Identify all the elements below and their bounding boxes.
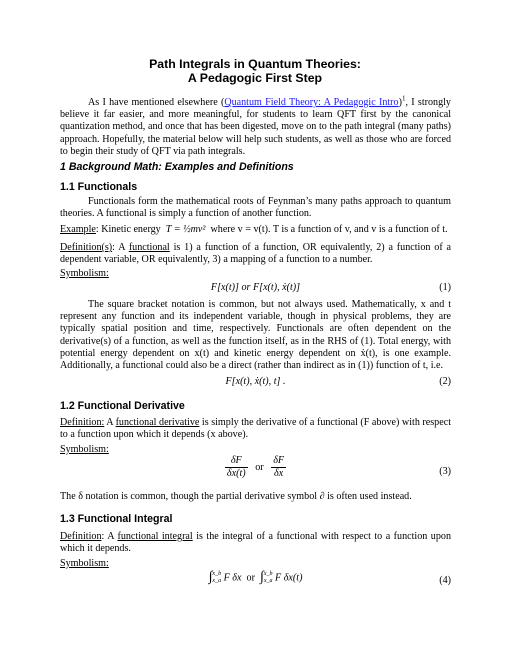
title-line-1: Path Integrals in Quantum Theories: <box>149 57 361 71</box>
frac-1-denominator: δx(t) <box>226 468 246 480</box>
symbolism-label-1: Symbolism: <box>60 268 109 279</box>
definition-label-2: Definition: <box>60 417 105 428</box>
integral-1-lower: x_a <box>212 578 222 584</box>
or-text: or <box>255 462 264 474</box>
frac-2-denominator: δx <box>274 468 284 480</box>
definition-3-text-2: is the integral of a functional with respect to a function upon which it depends. <box>60 531 451 555</box>
example-text-2: where v = v(t). T is a function of v, and v is a function of t. <box>210 224 448 235</box>
qft-intro-link[interactable]: Quantum Field Theory: A Pedagogic Intro <box>224 97 399 108</box>
integral-sign-1: ∫ <box>208 569 213 585</box>
definition-label-3: Definition <box>60 531 102 542</box>
intro-text-post: ) <box>398 97 402 108</box>
intro-paragraph <box>60 94 451 158</box>
example-line <box>60 224 451 236</box>
example-label: Example <box>60 224 96 235</box>
equation-2-number: (2) <box>439 376 451 387</box>
definition-2-text-1: A <box>104 417 116 428</box>
definition-label: Definition(s) <box>60 242 113 253</box>
equation-1-number: (1) <box>439 282 451 293</box>
frac-dF-dx <box>271 455 286 480</box>
definition-text-1: : A <box>112 242 129 253</box>
definition-functional <box>60 242 451 266</box>
intro-text-pre: As I have mentioned elsewhere ( <box>88 97 225 108</box>
integral-2-upper: x_b <box>263 571 273 577</box>
integral-2-body: F δx(t) <box>275 572 303 584</box>
example-text-1: : Kinetic energy <box>95 224 161 235</box>
integral-2-lower: x_a <box>263 578 273 584</box>
functionals-paragraph: Functionals form the mathematical roots of Feynman’s many paths approach to quantum theories. A functional is simply a function of another function. <box>60 196 451 220</box>
equation-4 <box>60 569 451 599</box>
definition-functional-integral <box>60 531 451 555</box>
integral-2-limits <box>264 571 273 585</box>
definition-3-text-1: : A <box>101 531 118 542</box>
intro-text-rest: , I strongly believe it far easier, and more meaningful, for students to learn QFT first by the canonical quantization method, and once that has been digested, move on to the path integral (many paths) approach. Hopefully, the material below will help such students, as well as those who are forced to begin their study of QFT via path integrals. <box>60 97 451 157</box>
symbolism-label-2: Symbolism: <box>60 444 109 455</box>
subsection-1-3-heading: 1.3 Functional Integral <box>60 513 173 525</box>
definition-2-term: functional derivative <box>115 417 200 428</box>
integral-1-upper: x_b <box>212 571 222 577</box>
definition-term: functional <box>128 242 170 253</box>
subsection-1-2-heading: 1.2 Functional Derivative <box>60 400 185 412</box>
equation-1-expr: F[x(t)] or F[x(t), ẋ(t)] <box>210 282 301 293</box>
equation-4-number: (4) <box>439 575 451 586</box>
equation-3 <box>60 455 451 489</box>
definition-text-2: is 1) a function of a function, OR equivalently, 2) a function of a dependent variable, OR equivalently, 3) a mapping of a function to a number. <box>60 242 451 266</box>
paper-title <box>0 57 510 85</box>
integral-1-body: F δx <box>223 572 242 584</box>
integral-1-limits <box>212 571 221 585</box>
equation-4-expr <box>60 571 451 585</box>
footnote-ref-1: 1 <box>401 94 406 103</box>
frac-1-numerator: δF <box>225 455 248 468</box>
symbolism-label-3: Symbolism: <box>60 558 109 569</box>
title-line-2: A Pedagogic First Step <box>187 71 323 85</box>
kinetic-energy-formula: T = ½mv² <box>165 224 206 235</box>
equation-3-number: (3) <box>439 466 451 477</box>
section-1-heading: 1 Background Math: Examples and Definitions <box>60 161 294 173</box>
frac-dF-dxt <box>225 455 248 480</box>
frac-2-numerator: δF <box>271 455 286 468</box>
definition-2-text-2: is simply the derivative of a functional (F above) with respect to a function upon which it depends (x above). <box>60 417 451 441</box>
delta-notation-note: The δ notation is common, though the partial derivative symbol ∂ is often used instead. <box>60 491 412 502</box>
equation-2-expr: F[x(t), ẋ(t), t] . <box>225 376 286 387</box>
or-text-2: or <box>246 572 255 584</box>
equation-3-expr <box>60 455 451 480</box>
functionals-paragraph-2: The square bracket notation is common, but not always used. Mathematically, x and t represent any function and its independent variable, though in physical problems, they are typically spatial position and time, respectively. Functionals are often dependent on the derivative(s) of a function, as well as the function itself, as in the RHS of (1). Total energy, with potential energy dependent on x(t) and kinetic energy dependent on ẋ(t), is one example. Additionally, a functional could also be a direct (rather than indirect as in (1)) function of t, i.e. <box>60 299 451 372</box>
subsection-1-1-heading: 1.1 Functionals <box>60 181 138 193</box>
definition-3-term: functional integral <box>117 531 193 542</box>
definition-functional-derivative <box>60 417 451 441</box>
integral-sign-2: ∫ <box>260 569 264 585</box>
